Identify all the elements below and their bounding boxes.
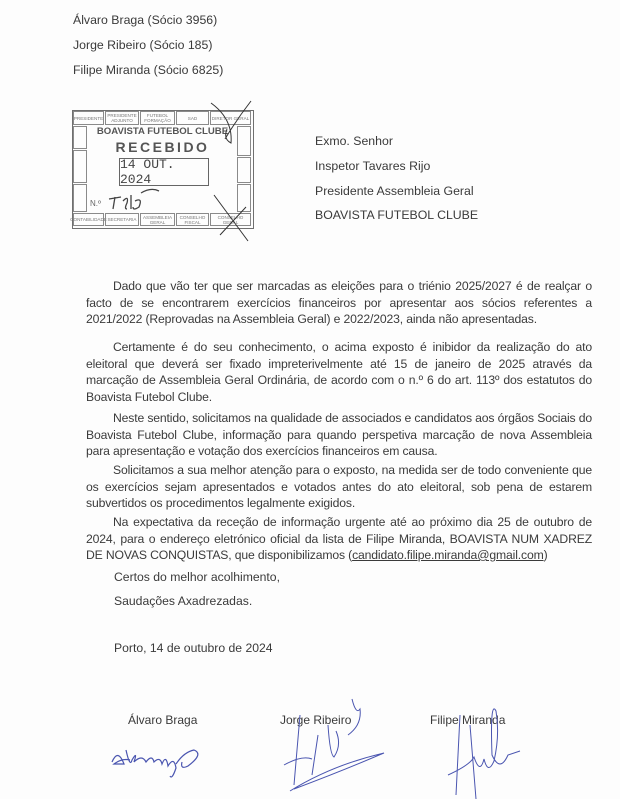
- stamp-cell: DIRETOR GERAL: [210, 111, 251, 125]
- body-paragraph: [86, 462, 592, 512]
- place-date: Porto, 14 de outubro de 2024: [114, 641, 273, 655]
- stamp-cell: CONSELHO FISCAL: [176, 213, 209, 226]
- signature-filipe-miranda: [440, 695, 530, 799]
- recipient-line: Inspetor Tavares Rijo: [315, 159, 431, 173]
- signatory-name: Álvaro Braga: [128, 713, 198, 727]
- stamp-side-cell: [73, 150, 87, 183]
- recipient-line: Presidente Assembleia Geral: [315, 184, 474, 198]
- recipient-line: Exmo. Senhor: [315, 134, 393, 148]
- pen-mark-icon: [203, 99, 258, 149]
- stamp-cell: PRESIDENTE ADJUNTO: [105, 111, 139, 125]
- stamp-cell: SAD: [176, 111, 209, 125]
- paragraph-text: Dado que vão ter que ser marcadas as eleições para o triénio 2025/2027 é de realçar o facto de se encontrarem exercícios financeiros por apresentar aos sócios referentes a 2021/2022 (Reprovadas na Assembleia Geral) e 2022/2023, ainda não apresentadas.: [86, 279, 592, 326]
- body-paragraph: [86, 514, 592, 564]
- stamp-cell: PRESIDENTE: [73, 111, 104, 125]
- stamp-number-handwritten: [105, 187, 165, 211]
- body-paragraph: [86, 278, 592, 328]
- signatory-name: Jorge Ribeiro: [280, 713, 352, 727]
- stamp-side-cell: [73, 126, 87, 149]
- signature-alvaro-braga: [108, 740, 208, 785]
- stamp-cell: ASSEMBLEIA GERAL: [140, 213, 175, 226]
- stamp-side-cell: [73, 184, 87, 212]
- paragraph-text: Neste sentido, solicitamos na qualidade de associados e candidatos aos órgãos Sociais do Boavista Futebol Clube, informação para quando perspetiva marcação de nova Assembleia para apresentação e votação dos exercícios financeiros em causa.: [86, 411, 592, 458]
- recipient-line: BOAVISTA FUTEBOL CLUBE: [315, 208, 479, 222]
- stamp-cell: SECRETARIA: [105, 213, 139, 226]
- sender-line: Jorge Ribeiro (Sócio 185): [73, 38, 213, 52]
- stamp-cell: FUTEBOL FORMAÇÃO: [140, 111, 175, 125]
- closing-line: Saudações Axadrezadas.: [114, 594, 253, 608]
- stamp-side-cell: [237, 157, 251, 183]
- pen-mark-icon: [208, 191, 258, 246]
- email-link[interactable]: candidato.filipe.miranda@gmail.com: [352, 548, 544, 562]
- paragraph-text: ): [543, 548, 548, 562]
- signatory-name: Filipe Miranda: [430, 713, 506, 727]
- body-paragraph: [86, 410, 592, 460]
- stamp-club-name: BOAVISTA FUTEBOL CLUBE: [96, 126, 229, 137]
- stamp-received-label: RECEBIDO: [115, 139, 210, 155]
- paragraph-text: Certamente é do seu conhecimento, o acima exposto é inibidor da realização do ato eleitoral que deverá ser fixado impreterivelmente até 15 de janeiro de 2025 através da marcação de Assembleia Geral Ordinária, de acordo com o n.º 6 do art. 113º dos estatutos do Boavista Futebol Clube.: [86, 340, 592, 404]
- paragraph-text: Na expectativa da receção de informação urgente até ao próximo dia 25 de outubro de 2024, para o endereço eletrónico oficial da lista de Filipe Miranda, BOAVISTA NUM XADREZ DE NOVAS CONQUISTAS, que disponibilizamos (: [86, 515, 592, 562]
- stamp-date: 14 OUT. 2024: [119, 158, 209, 186]
- sender-line: Álvaro Braga (Sócio 3956): [73, 13, 218, 27]
- stamp-cell: CONSELHO GERAL: [210, 213, 251, 226]
- signature-jorge-ribeiro: [272, 695, 392, 795]
- stamp-number-label: N.º: [90, 199, 101, 208]
- paragraph-text: Solicitamos a sua melhor atenção para o exposto, na medida ser de todo conveniente que os exercícios sejam apresentados e votados antes do ato eleitoral, sob pena de estarem subvertidos os procedimentos legalmente exigidos.: [86, 463, 592, 510]
- sender-line: Filipe Miranda (Sócio 6825): [73, 63, 224, 77]
- body-paragraph: [86, 339, 592, 405]
- received-stamp: [72, 110, 254, 229]
- closing-line: Certos do melhor acolhimento,: [114, 570, 280, 584]
- stamp-cell: CONTABILIDADE: [73, 213, 104, 226]
